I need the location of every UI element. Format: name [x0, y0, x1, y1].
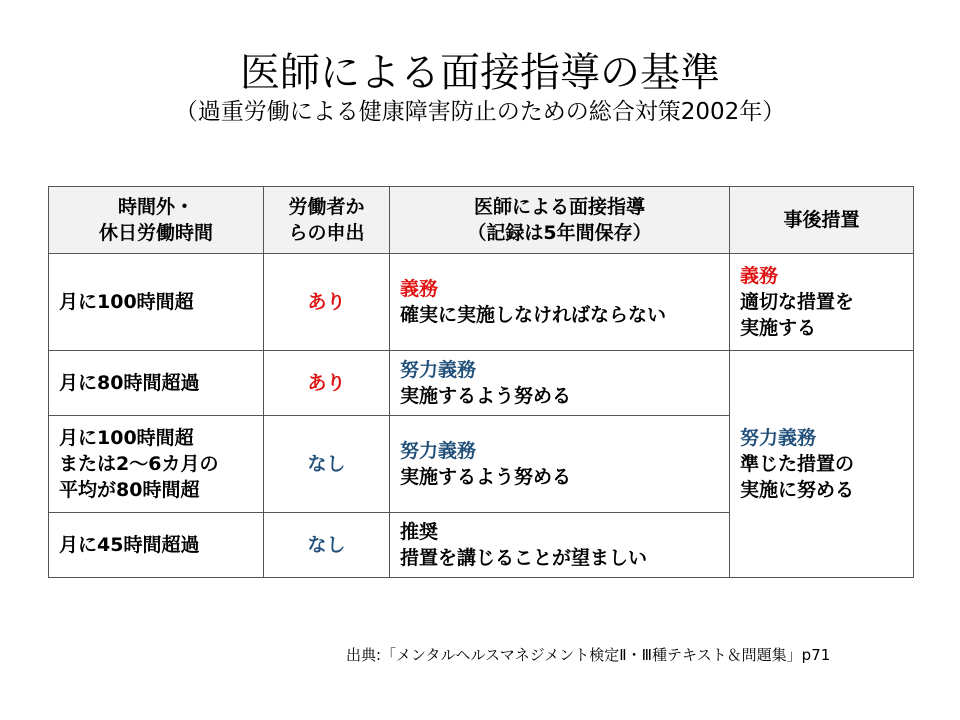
guidance-cell	[390, 513, 730, 578]
guidance-cell	[390, 351, 730, 416]
header-doctor-interview: 医師による面接指導 （記録は5年間保存）	[390, 187, 730, 254]
guidance-text: 措置を講じることが望ましい	[400, 547, 648, 569]
guidance-cell	[390, 254, 730, 351]
guidance-label: 努力義務	[400, 440, 477, 462]
follow-up-label: 義務	[740, 265, 779, 287]
table-header-row	[49, 187, 914, 254]
guidance-cell	[390, 416, 730, 513]
follow-up-cell: 義務 適切な措置を 実施する	[730, 254, 914, 351]
guidance-text: 確実に実施しなければならない	[400, 304, 667, 326]
request-cell: なし	[264, 416, 390, 513]
hours-cell: 月に100時間超	[49, 254, 264, 351]
request-cell: あり	[264, 351, 390, 416]
table-row	[49, 351, 914, 416]
follow-up-cell-merged: 努力義務 準じた措置の 実施に努める	[730, 351, 914, 578]
guidance-text: 実施するよう努める	[400, 385, 572, 407]
request-cell: なし	[264, 513, 390, 578]
slide-title: 医師による面接指導の基準	[240, 50, 720, 96]
guidance-text: 実施するよう努める	[400, 466, 572, 488]
slide-subtitle: （過重労働による健康障害防止のための総合対策2002年）	[174, 99, 786, 125]
guidance-label: 推奨	[400, 521, 439, 543]
hours-cell: 月に80時間超過	[49, 351, 264, 416]
guidance-label: 努力義務	[400, 359, 477, 381]
header-overtime-hours: 時間外・ 休日労働時間	[49, 187, 264, 254]
hours-cell: 月に45時間超過	[49, 513, 264, 578]
request-cell: あり	[264, 254, 390, 351]
interview-guidance-table	[48, 186, 914, 578]
hours-cell: 月に100時間超 または2～6カ月の 平均が80時間超	[49, 416, 264, 513]
header-worker-request: 労働者か らの申出	[264, 187, 390, 254]
table-row	[49, 254, 914, 351]
header-follow-up: 事後措置	[730, 187, 914, 254]
source-citation: 出典:「メンタルヘルスマネジメント検定Ⅱ・Ⅲ種テキスト＆問題集」p71	[346, 646, 831, 664]
follow-up-label: 努力義務	[740, 427, 817, 449]
guidance-label: 義務	[400, 278, 439, 300]
